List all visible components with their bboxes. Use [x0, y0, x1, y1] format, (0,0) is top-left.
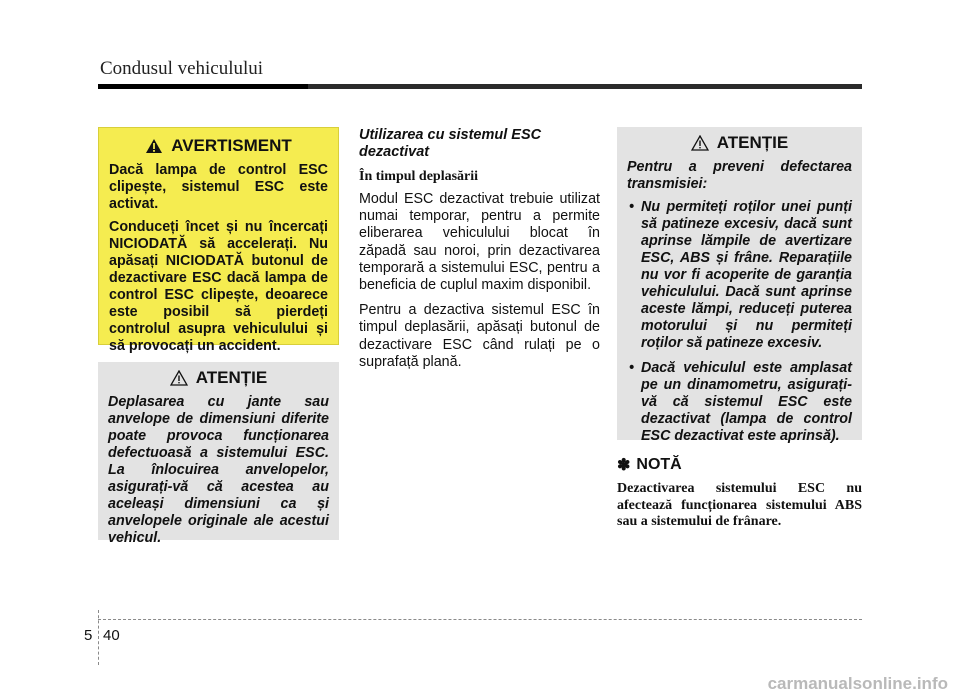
caution-title: ATENȚIE	[716, 133, 789, 152]
caution-bullet-list	[627, 199, 852, 445]
caution-header	[627, 133, 852, 153]
warning-box	[98, 127, 339, 354]
caution-box-left	[98, 362, 339, 546]
footer-rule	[98, 619, 862, 620]
note-title: NOTĂ	[636, 456, 682, 473]
bullet-icon: •	[629, 360, 635, 376]
list-item	[627, 360, 852, 445]
caution-box-right	[617, 127, 862, 444]
caution-triangle-icon	[170, 370, 188, 386]
chapter-number: 5	[84, 627, 93, 644]
caution-header	[108, 368, 329, 388]
warning-title: AVERTISMENT	[171, 136, 292, 155]
watermark: carmanualsonline.info	[767, 674, 948, 693]
body-paragraph: Modul ESC dezactivat trebuie utilizat numai temporar, pentru a permite eliberarea vehiculului blocat în zăpadă sau noroi, prin dezactivarea temporară a sistemului ESC, pentru a beneficia de cuplul maxim disponibil.	[359, 191, 600, 294]
caution-intro: Pentru a preveni defectarea transmisiei:	[627, 159, 852, 192]
caution-text: Deplasarea cu jante sau anvelope de dimensiuni diferite poate provoca funcționarea defectuoasă a sistemului ESC. La înlocuirea anvelopelor, asigurați-vă că acestea au aceleași dimensiuni ca și anvelopele originale ale acestui vehicul.	[108, 394, 329, 546]
note-text: Dezactivarea sistemului ESC nu afectează funcționarea sistemului ABS sau a sistemului de frânare.	[617, 481, 862, 529]
warning-paragraph: Dacă lampa de control ESC clipește, sistemul ESC este activat.	[109, 162, 328, 212]
footer-divider	[98, 610, 99, 665]
note-header	[617, 455, 862, 475]
header-rule-accent	[98, 84, 308, 89]
bullet-text: Dacă vehiculul este amplasat pe un dinamometru, asigurați-vă că sistemul ESC este dezactivat (lampa de control ESC dezactivat este aprinsă).	[641, 360, 852, 444]
warning-triangle-icon	[145, 138, 163, 154]
body-paragraph: Pentru a dezactiva sistemul ESC în timpul deplasării, apăsați butonul de dezactivare ESC când rulați pe o suprafață plană.	[359, 302, 600, 370]
caution-triangle-icon	[691, 135, 709, 151]
section-heading: Utilizarea cu sistemul ESC dezactivat	[359, 127, 542, 160]
note-section	[617, 455, 862, 531]
page-number: 40	[103, 627, 120, 644]
caution-title: ATENȚIE	[195, 368, 268, 387]
note-star-icon: ✽	[617, 457, 631, 474]
page-header-title: Condusul vehiculului	[100, 58, 264, 79]
warning-header	[109, 136, 328, 156]
warning-paragraph: Conduceți încet și nu încercați NICIODATĂ să accelerați. Nu apăsați NICIODATĂ butonul de dezactivare ESC dacă lampa de control ESC clipește, deoarece este posibil să pierdeți controlul asupra vehiculului și să provocați un accident.	[109, 219, 328, 354]
list-item	[627, 199, 852, 352]
bullet-icon: •	[629, 199, 635, 215]
middle-column	[359, 127, 600, 379]
sub-heading: În timpul deplasării	[359, 169, 479, 184]
bullet-text: Nu permiteți roților unei punți să patineze excesiv, dacă sunt aprinse lămpile de avertizare ESC, ABS și frâne. Reparațiile nu vor fi acoperite de garanția vehiculului. Dacă sunt aprinse aceste lămpi, reduceți puterea motorului și nu permiteți roților să patineze excesiv.	[641, 199, 852, 351]
